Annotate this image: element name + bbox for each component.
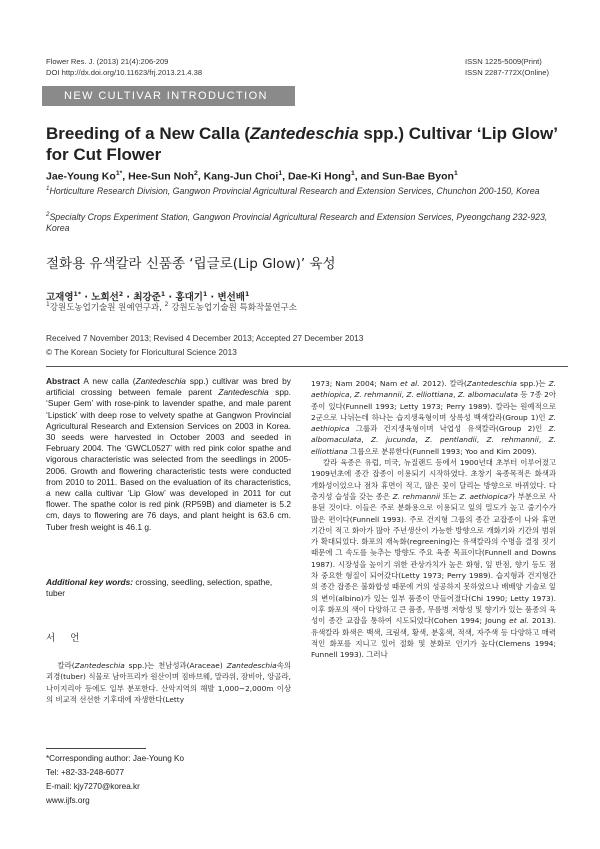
doi-link[interactable]: DOI http://dx.doi.org/10.11623/frj.2013.21.4.38 [46, 68, 203, 77]
journal-citation: Flower Res. J. (2013) 21(4):206-209 [46, 57, 169, 66]
abstract-label: Abstract [46, 376, 80, 386]
paper-title [46, 123, 566, 165]
keywords-label: Additional key words: [46, 577, 134, 587]
affiliation-2: $^2$Specialty Crops Experiment Station, Gangwon Provincial Agricultural Research and Extension Services, Pyeongchang 232-923, Korea [46, 211, 548, 234]
footnote-rule [46, 748, 146, 749]
intro-paragraph: 1973; Nam 2004; Nam et al. 2012). 칼라(Zantedeschia spp.)는 Z. aethiopica, Z. rehmannii, Z. elliottiana, Z. albomaculata 등 7종 2아종이 있다(Funnell 1993; Letty 1973; Perry 1989). 칼라는 원예적으로 2군으로 나뉘는데 하나는 습지생육형이며 상록성 백색칼라(Group 1)인 Z. aethiopica 그룹과 건지생육형이며 낙엽성 유색칼라(Group 2)인 Z. albomaculata, Z. jucunda, Z. pentlandii, Z. rehmannii, Z. elliottiana 그룹으로 분류한다(Funnell 1993; Yoo and Kim 2009). [311, 379, 556, 456]
correspondence-block [46, 752, 184, 808]
title-line-2: for Cut Flower [46, 145, 162, 164]
author-list: Jae-Young $Ko^{1*}$, Hee-Sun Noh$^2$, Kang-Jun Choi$^1$, Dae-Ki Hong$^1$, and Sun-Bae Byon$^1$ [46, 170, 458, 183]
copyright-notice: © The Korean Society for Floricultural Science 2013 [46, 347, 237, 357]
korean-title: 절화용 유색칼라 신품종 ‘립글로(Lip Glow)’ 육성 [46, 256, 336, 272]
submission-dates: Received 7 November 2013; Revised 4 December 2013; Accepted 27 December 2013 [46, 333, 364, 343]
issn-print: ISSN 1225-5009(Print) [465, 57, 542, 66]
intro-right-column [311, 378, 556, 660]
keywords-text: crossing, seedling, selection, spathe, tuber [46, 577, 273, 599]
korean-authors: 고재영$^{1*}$ · 노희선$^2$ · 최강준$^1$ · 홍대기$^1$ · 변선배$^1$ [46, 290, 250, 303]
title-line-1: Breeding of a New Calla (Zantedeschia spp.) Cultivar ‘Lip Glow’ [46, 124, 558, 143]
korean-affiliation: $^1$강원도농업기술원 원예연구과, $^2$ 강원도농업기술원 특화작물연구소 [46, 301, 297, 313]
section-banner: NEW CULTIVAR INTRODUCTION [42, 86, 295, 106]
intro-paragraph-left: 칼라(Zantedeschia spp.)는 천남성과(Araceae) Zantedeschia속의 괴경(tuber) 식물로 남아프리카 원산이며 짐바브웨, 말라위, 잠비아, 앙골라, 나이지리아 등에도 일부 분포한다. 산악지역의 해발 1,000~2,000m 이상의 비교적 선선한 기후대에 자생한다(Letty [46, 661, 291, 704]
affiliation-1: $^1$Horticulture Research Division, Gangwon Provincial Agricultural Research and Extension Services, Chunchon 200-150, Korea [46, 185, 540, 196]
intro-paragraph: 칼라 육종은 유럽, 미국, 뉴질랜드 등에서 1900년대 초부터 이루어졌고 1909년초에 종간 잡종이 이용되기 시작하였다. 초창기 육종목적은 화색과 개화성이었으나 점차 휴면이 적고, 많은 꽃이 달리는 방향으로 바뀌었다. 다층지성 습성을 갖는 종은 Z. rehmannii 또는 Z. aethiopica가 부분으로 사용된 것이다. 이들은 주로 분화용으로 이용되고 잎의 밀도가 높고 줄기수가 많은 편이다(Funnell 1993). 주로 건지형 그룹의 종간 교잡종이 나와 휴면기간이 적고 화아가 많아 주년생산이 가능한 방향으로 개화기와 기간의 범위가 확대되었다. 화포의 재녹화(regreening)는 유색칼라의 수명을 결정 짓기 때문에 그 속도를 늦추는 방향도 주요 육종 목표이다(Funnell and Downs 1987). 시장성을 높이기 위한 관상가치가 높은 화형, 잎 반점, 향기 등도 점차 중요한 형질이 되어갔다(Letty 1973; Perry 1989). 습지형과 건지형간의 종간 잡종은 불화합성 때문에 거의 성공하지 못하였으나 배배양 기술로 잎의 변이(albino)가 있는 일부 품종이 만들어졌다(Chi 1990; Letty 1973). 이후 화포의 색이 다양하고 큰 품종, 무름병 저항성 및 향기가 있는 품종의 육성이 종간 교잡을 통하여 시도되었다(Cohen 1994; Joung et al. 2013). 유색칼라 화색은 백색, 크림색, 황색, 분홍색, 적색, 자주색 등 다양하고 매력적인 화포를 지니고 있어 절화 및 분화로 인기가 높다(Clemens 1994; Funnell 1993). 그러나 [311, 458, 557, 660]
divider [46, 366, 568, 367]
abstract-text: A new calla (Zantedeschia spp.) cultivar was bred by artificial crossing between female parent Zantedeschia spp. ‘Super Gem’ with rose-pink to lavender spathe, and male parent ‘Lipstick’ with deep rose to velvety spathe at Gangwon Provincial Agricultural Research and Extension Services on 2003 in Korea. 30 seeds were harvested in October 2003 and seeded in February 2004. The ‘GWCL0527’ with red pink color spathe and vigorous characteristic was selected from the seedlings in 2005-2006. Growth and flowering characteristic tests were conducted from 2010 to 2011. Based on the evaluation of its characteristics, a new calla cultivar ‘Lip Glow’ was developed in 2011 for cut flower. The spathe color is red pink (RP59B) and diameter is 5.2 cm, days to flowering are 76 days, and plant height is 63.6 cm. Tuber fresh weight is 46.1 g. [46, 376, 291, 532]
issn-online: ISSN 2287-772X(Online) [465, 68, 549, 77]
email[interactable]: E-mail: kjy7270@korea.kr [46, 782, 140, 791]
section-heading-introduction: 서 언 [46, 633, 86, 644]
corresponding-author: *Corresponding author: Jae-Young Ko [46, 754, 185, 763]
telephone: Tel: +82-33-248-6077 [46, 768, 125, 777]
journal-website[interactable]: www.ijfs.org [46, 796, 90, 805]
abstract [46, 376, 291, 533]
keywords [46, 577, 291, 599]
